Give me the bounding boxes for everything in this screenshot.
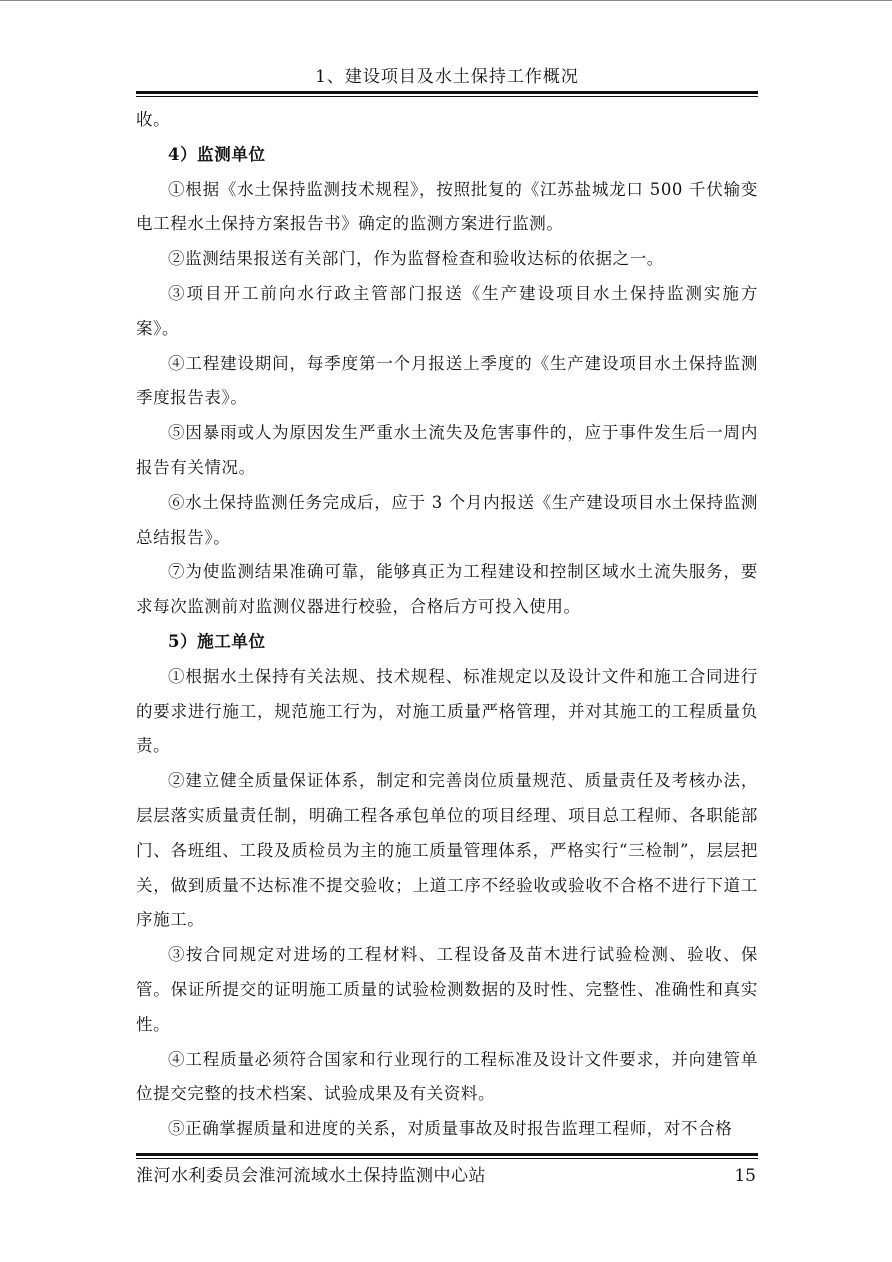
body-text (136, 103, 758, 1147)
paragraph: ④工程建设期间，每季度第一个月报送上季度的《生产建设项目水土保持监测季度报告表》。 (136, 353, 758, 408)
header-rule-thin (136, 96, 758, 97)
paragraph: ③按合同规定对进场的工程材料、工程设备及苗木进行试验检测、验收、保管。保证所提交的证明施工质量的试验检测数据的及时性、完整性、准确性和真实性。 (136, 945, 758, 1034)
page-number: 15 (734, 1166, 756, 1186)
paragraph: ②建立健全质量保证体系，制定和完善岗位质量规范、质量责任及考核办法，层层落实质量责任制，明确工程各承包单位的项目经理、项目总工程师、各职能部门、各班组、工段及质检员为主的施工质量管理体系，严格实行“三检制”，层层把关，做到质量不达标准不提交验收；上道工序不经验收或验收不合格不进行下道工序施工。 (136, 771, 758, 930)
page-header-title: 1、建设项目及水土保持工作概况 (315, 67, 579, 87)
paragraph: ⑥水土保持监测任务完成后，应于 3 个月内报送《生产建设项目水土保持监测总结报告》。 (136, 492, 758, 547)
page-top-border (0, 0, 892, 1)
paragraph: ⑤正确掌握质量和进度的关系，对质量事故及时报告监理工程师，对不合格 (168, 1119, 733, 1139)
paragraph-continuation: 收。 (136, 110, 171, 129)
paragraph: ①根据《水土保持监测技术规程》，按照批复的《江苏盐城龙口 500 千伏输变电工程水土保持方案报告书》确定的监测方案进行监测。 (136, 179, 758, 234)
paragraph: ⑤因暴雨或人为原因发生严重水土流失及危害事件的，应于事件发生后一周内报告有关情况。 (136, 423, 758, 477)
footer-rule-thin (136, 1158, 758, 1159)
paragraph: ④工程质量必须符合国家和行业现行的工程标准及设计文件要求，并向建管单位提交完整的技术档案、试验成果及有关资料。 (136, 1049, 758, 1104)
header-rule-thick (136, 91, 758, 94)
section-heading-monitoring-unit: 4）监测单位 (168, 144, 266, 164)
paragraph: ②监测结果报送有关部门，作为监督检查和验收达标的依据之一。 (168, 249, 664, 269)
footer-organization: 淮河水利委员会淮河流域水土保持监测中心站 (136, 1166, 486, 1186)
paragraph: ⑦为使监测结果准确可靠，能够真正为工程建设和控制区域水土流失服务，要求每次监测前对监测仪器进行校验，合格后方可投入使用。 (136, 562, 758, 617)
footer-rule-thick (136, 1153, 758, 1156)
paragraph: ①根据水土保持有关法规、技术规程、标准规定以及设计文件和施工合同进行的要求进行施工，规范施工行为，对施工质量严格管理，并对其施工的工程质量负责。 (136, 666, 758, 756)
paragraph: ③项目开工前向水行政主管部门报送《生产建设项目水土保持监测实施方案》。 (136, 283, 758, 338)
section-heading-construction-unit: 5）施工单位 (168, 631, 266, 651)
